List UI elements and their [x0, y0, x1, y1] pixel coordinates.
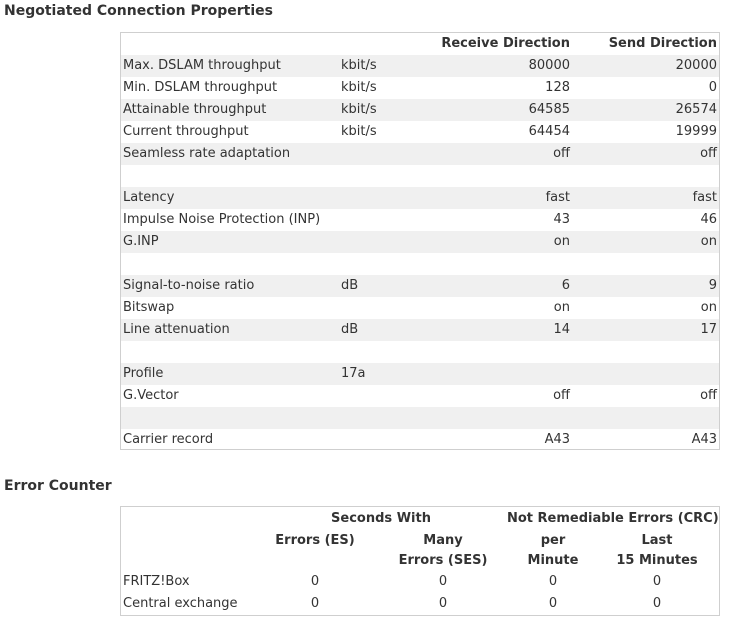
error-counter-table [120, 506, 720, 616]
es-value: 0 [310, 574, 320, 589]
row-label: Profile [123, 366, 164, 381]
ses-value: 0 [438, 574, 448, 589]
table-row [121, 55, 719, 77]
table-row [121, 297, 719, 319]
receive-value: A43 [544, 432, 570, 447]
receive-value: fast [545, 190, 570, 205]
table-row [121, 363, 719, 385]
row-unit: kbit/s [341, 80, 377, 95]
error-row-central-exchange [121, 593, 719, 615]
table-row [121, 209, 719, 231]
row-label: Signal-to-noise ratio [123, 278, 255, 293]
row-unit: dB [341, 322, 359, 337]
errors-es-header: Errors (ES) [275, 533, 355, 548]
table-row [121, 231, 719, 253]
minute-header: Minute [527, 553, 579, 568]
table-row [121, 319, 719, 341]
row-label: Current throughput [123, 124, 249, 139]
send-value: off [700, 146, 717, 161]
table-row [121, 121, 719, 143]
error-row-label: Central exchange [123, 596, 238, 611]
spacer-row [121, 165, 719, 187]
receive-direction-header: Receive Direction [441, 36, 570, 51]
receive-value: 14 [553, 322, 570, 337]
error-counter-title: Error Counter [4, 478, 112, 494]
receive-value: 6 [561, 278, 570, 293]
receive-value: 43 [553, 212, 570, 227]
receive-value: 64585 [528, 102, 570, 117]
receive-value: 80000 [528, 58, 570, 73]
errors-ses-header: Errors (SES) [398, 553, 488, 568]
row-label: Max. DSLAM throughput [123, 58, 281, 73]
receive-value: 64454 [528, 124, 570, 139]
receive-value: off [553, 146, 570, 161]
es-value: 0 [310, 596, 320, 611]
send-value: 0 [708, 80, 717, 95]
send-value: A43 [691, 432, 717, 447]
send-value: 9 [708, 278, 717, 293]
error-row-label: FRITZ!Box [123, 574, 190, 589]
spacer-row [121, 253, 719, 275]
send-value: 26574 [675, 102, 717, 117]
row-label: Impulse Noise Protection (INP) [123, 212, 321, 227]
crc-last-15-minutes-value: 0 [652, 574, 662, 589]
crc-last-15-minutes-value: 0 [652, 596, 662, 611]
send-value: on [700, 300, 717, 315]
connection-properties-title: Negotiated Connection Properties [4, 3, 273, 19]
send-value: fast [692, 190, 717, 205]
row-label: Bitswap [123, 300, 175, 315]
send-value: 20000 [675, 58, 717, 73]
row-label: G.Vector [123, 388, 179, 403]
connection-properties-table [120, 32, 720, 450]
send-value: 19999 [675, 124, 717, 139]
send-value: 46 [700, 212, 717, 227]
receive-value: off [553, 388, 570, 403]
send-value: off [700, 388, 717, 403]
many-header: Many [423, 533, 463, 548]
send-direction-header: Send Direction [608, 36, 717, 51]
spacer-row [121, 407, 719, 429]
fifteen-minutes-header: 15 Minutes [616, 553, 698, 568]
ses-value: 0 [438, 596, 448, 611]
not-remediable-errors-header: Not Remediable Errors (CRC) [507, 511, 719, 526]
row-label: Latency [123, 190, 175, 205]
row-unit: kbit/s [341, 58, 377, 73]
table-header-row [121, 33, 719, 55]
row-unit: kbit/s [341, 102, 377, 117]
send-value: on [700, 234, 717, 249]
spacer-row [121, 341, 719, 363]
table-row [121, 275, 719, 297]
table-row [121, 143, 719, 165]
row-unit: dB [341, 278, 359, 293]
row-unit: 17a [341, 366, 366, 381]
row-label: G.INP [123, 234, 159, 249]
row-label: Carrier record [123, 432, 214, 447]
row-label: Line attenuation [123, 322, 230, 337]
seconds-with-header: Seconds With [331, 511, 431, 526]
table-row [121, 77, 719, 99]
receive-value: on [553, 234, 570, 249]
crc-per-minute-value: 0 [548, 574, 558, 589]
per-header: per [540, 533, 566, 548]
table-row [121, 429, 719, 451]
error-row-fritzbox [121, 571, 719, 593]
send-value: 17 [700, 322, 717, 337]
row-label: Seamless rate adaptation [123, 146, 291, 161]
receive-value: 128 [545, 80, 570, 95]
row-label: Min. DSLAM throughput [123, 80, 278, 95]
crc-per-minute-value: 0 [548, 596, 558, 611]
row-label: Attainable throughput [123, 102, 267, 117]
table-row [121, 385, 719, 407]
row-unit: kbit/s [341, 124, 377, 139]
table-row [121, 99, 719, 121]
receive-value: on [553, 300, 570, 315]
last-header: Last [641, 533, 673, 548]
table-row [121, 187, 719, 209]
